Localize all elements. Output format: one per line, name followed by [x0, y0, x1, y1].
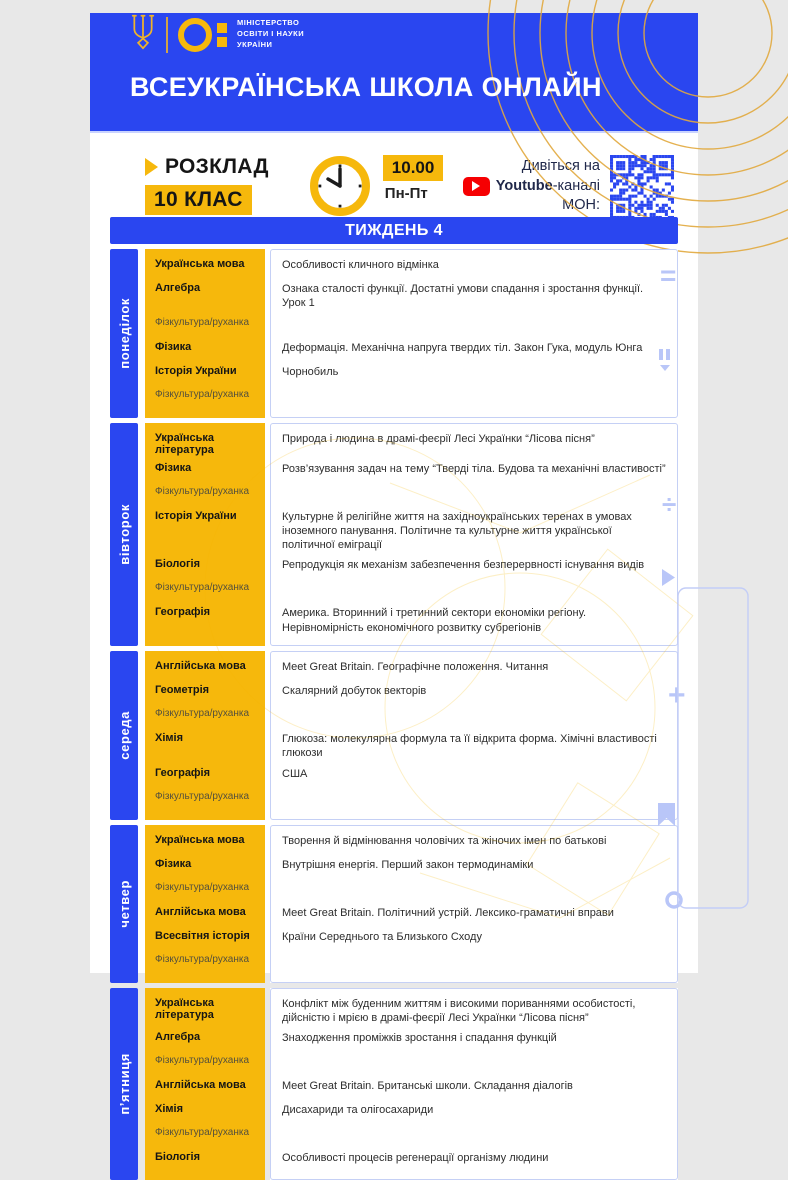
- subject-cell: Алгебра: [145, 279, 265, 314]
- topic-cell: [270, 579, 678, 603]
- topic-cell: Особливості кличного відмінка: [270, 249, 678, 279]
- subject-cell: Історія України: [145, 507, 265, 556]
- subject-cell: Всесвітня історія: [145, 927, 265, 951]
- days-container: [110, 249, 678, 1180]
- topic-cell: [270, 483, 678, 507]
- subject-cell: Історія України: [145, 362, 265, 386]
- info-band: [90, 133, 698, 215]
- day-label: середа: [110, 651, 138, 820]
- class-badge: 10 КЛАС: [145, 185, 252, 215]
- weekdays-label: Пн-Пт: [384, 185, 428, 202]
- topic-cell: Скалярний добуток векторів: [270, 681, 678, 705]
- subject-cell: Фізкультура/руханка: [145, 951, 265, 983]
- subject-cell: Англійська мова: [145, 1076, 265, 1100]
- topic-cell: [270, 1052, 678, 1076]
- subject-cell: Фізкультура/руханка: [145, 314, 265, 338]
- subject-cell: Фізкультура/руханка: [145, 579, 265, 603]
- day-block: [110, 249, 678, 418]
- page-title: ВСЕУКРАЇНСЬКА ШКОЛА ОНЛАЙН: [130, 72, 602, 102]
- topic-cell: Внутрішня енергія. Перший закон термодинаміки: [270, 855, 678, 879]
- topic-cell: Розв’язування задач на тему “Тверді тіла. Будова та механічні властивості”: [270, 459, 678, 483]
- time-group: [309, 155, 444, 222]
- mon-o-logo-icon: [178, 18, 227, 52]
- subject-cell: Географія: [145, 603, 265, 646]
- topic-cell: Чорнобиль: [270, 362, 678, 386]
- svg-text:=: =: [660, 260, 677, 291]
- subject-cell: Фізкультура/руханка: [145, 879, 265, 903]
- subject-cell: Фізика: [145, 459, 265, 483]
- subject-cell: Фізкультура/руханка: [145, 1124, 265, 1148]
- day-label: вівторок: [110, 423, 138, 646]
- topic-cell: Meet Great Britain. Географічне положення. Читання: [270, 651, 678, 681]
- day-block: [110, 988, 678, 1180]
- poster-page: [90, 13, 698, 1165]
- trident-icon: [130, 13, 156, 56]
- topic-cell: [270, 879, 678, 903]
- subject-cell: Алгебра: [145, 1028, 265, 1052]
- subject-cell: Українська мова: [145, 249, 265, 279]
- subject-cell: Біологія: [145, 555, 265, 579]
- topic-cell: США: [270, 764, 678, 788]
- topic-cell: Творення й відмінювання чоловічих та жіночих імен по батькові: [270, 825, 678, 855]
- day-label: понеділок: [110, 249, 138, 418]
- subject-cell: Біологія: [145, 1148, 265, 1180]
- schedule-group: [145, 155, 269, 215]
- topic-cell: Ознака сталості функції. Достатні умови спадання і зростання функції. Урок 1: [270, 279, 678, 314]
- svg-text:+: +: [668, 679, 686, 712]
- qr-code: [610, 155, 674, 219]
- day-block: [110, 423, 678, 646]
- topic-cell: Деформація. Механічна напруга твердих тіл. Закон Гука, модуль Юнга: [270, 338, 678, 362]
- subject-cell: Англійська мова: [145, 651, 265, 681]
- topic-cell: Америка. Вторинний і третинний сектори економіки регіону. Нерівномірність економічного розвитку субрегіонів: [270, 603, 678, 646]
- topic-cell: [270, 705, 678, 729]
- topic-cell: Конфлікт між буденним життям і високими пориваннями особистості, дійсністю і мрією в драмі-феєрії Лесі Українки “Лісова пісня”: [270, 988, 678, 1029]
- topic-cell: [270, 951, 678, 983]
- svg-text:÷: ÷: [662, 489, 677, 519]
- ministry-logo: [130, 13, 698, 56]
- topic-cell: Особливості процесів регенерації організму людини: [270, 1148, 678, 1180]
- topic-cell: Знаходження проміжків зростання і спадання функцій: [270, 1028, 678, 1052]
- subject-cell: Географія: [145, 764, 265, 788]
- day-label: четвер: [110, 825, 138, 983]
- subject-cell: Фізкультура/руханка: [145, 483, 265, 507]
- day-block: [110, 651, 678, 820]
- youtube-caption: Дивіться на Youtube-каналі МОН:: [463, 157, 600, 216]
- subject-cell: Фізика: [145, 855, 265, 879]
- subject-cell: Фізкультура/руханка: [145, 1052, 265, 1076]
- subject-cell: Хімія: [145, 1100, 265, 1124]
- ministry-name: МІНІСТЕРСТВО ОСВІТИ І НАУКИ УКРАЇНИ: [237, 18, 305, 49]
- schedule-label: РОЗКЛАД: [165, 155, 269, 178]
- logo-divider: [166, 17, 168, 53]
- week-title-bar: ТИЖДЕНЬ 4: [110, 217, 678, 244]
- subject-cell: Фізика: [145, 338, 265, 362]
- topic-cell: Країни Середнього та Близького Сходу: [270, 927, 678, 951]
- day-block: [110, 825, 678, 983]
- time-badge: 10.00: [383, 155, 444, 181]
- topic-cell: Природа і людина в драмі-феєрії Лесі Українки “Лісова пісня”: [270, 423, 678, 459]
- topic-cell: Meet Great Britain. Політичний устрій. Лексико-граматичні вправи: [270, 903, 678, 927]
- day-label: п’ятниця: [110, 988, 138, 1180]
- topic-cell: [270, 386, 678, 418]
- topic-cell: Репродукція як механізм забезпечення безперервності існування видів: [270, 555, 678, 579]
- subject-cell: Хімія: [145, 729, 265, 764]
- triangle-bullet-icon: [145, 158, 158, 176]
- subject-cell: Українська література: [145, 988, 265, 1029]
- subject-cell: Українська література: [145, 423, 265, 459]
- subject-cell: Фізкультура/руханка: [145, 705, 265, 729]
- topic-cell: [270, 1124, 678, 1148]
- schedule-table: [110, 217, 678, 1180]
- topic-cell: [270, 314, 678, 338]
- subject-cell: Геометрія: [145, 681, 265, 705]
- subject-cell: Українська мова: [145, 825, 265, 855]
- topic-cell: [270, 788, 678, 820]
- topic-cell: Meet Great Britain. Британські школи. Складання діалогів: [270, 1076, 678, 1100]
- topic-cell: Дисахариди та олігосахариди: [270, 1100, 678, 1124]
- header: [90, 13, 698, 133]
- topic-cell: Глюкоза: молекулярна формула та її відкрита форма. Хімічні властивості глюкози: [270, 729, 678, 764]
- youtube-play-icon: [463, 177, 490, 196]
- clock-icon: [309, 155, 371, 222]
- subject-cell: Англійська мова: [145, 903, 265, 927]
- subject-cell: Фізкультура/руханка: [145, 788, 265, 820]
- subject-cell: Фізкультура/руханка: [145, 386, 265, 418]
- topic-cell: Культурне й релігійне життя на західноукраїнських теренах в умовах іноземного панування. Політичне та культурне життя української політичної еміграції: [270, 507, 678, 556]
